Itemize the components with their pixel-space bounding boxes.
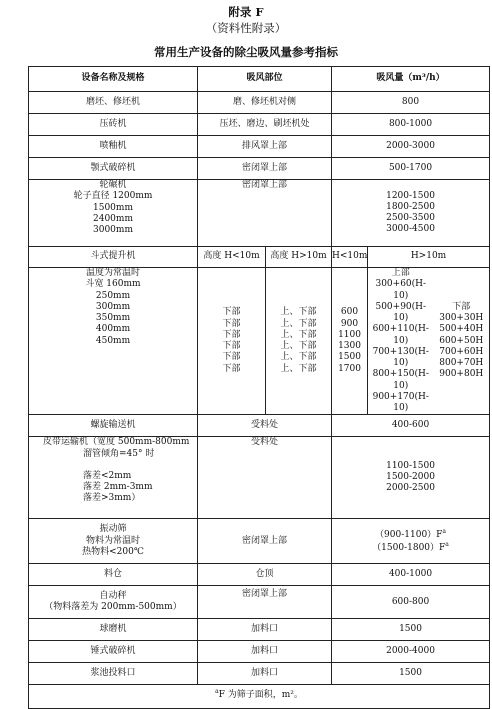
- volume-cell: 800-1000: [332, 114, 490, 136]
- volume-upper-values: [368, 268, 434, 415]
- volume-cell: 1500: [332, 619, 490, 641]
- table-row: [29, 519, 490, 564]
- position-cell: 仓顶: [198, 564, 332, 586]
- position-cell: 加料口: [198, 619, 332, 641]
- volume-line: [332, 541, 489, 554]
- position-cell: 受料处: [198, 415, 332, 437]
- header-volume: 吸风量（m³/h）: [332, 67, 490, 92]
- header-equipment: 设备名称及规格: [29, 67, 198, 92]
- equipment-cell: 压砖机: [29, 114, 198, 136]
- equipment-line: 斗宽 160mm: [85, 279, 141, 290]
- volume-cell: [332, 437, 490, 519]
- equipment-line: 皮带运输机（宽度 500mm-800mm: [43, 437, 190, 448]
- footnote-ref: a: [445, 541, 449, 549]
- equipment-line: 3000mm: [93, 225, 133, 235]
- volume-line: 500+90(H-10): [375, 301, 427, 323]
- volume-line: 1700: [338, 363, 361, 374]
- volume-line: 1800-2500: [386, 201, 435, 212]
- table-row: [29, 180, 490, 247]
- equipment-line: 振动筛: [99, 524, 127, 535]
- volume-line: [332, 528, 489, 541]
- volume-text: （900-1100）F: [375, 530, 443, 540]
- volume-cell: 1500: [332, 663, 490, 685]
- table-row: [29, 136, 490, 158]
- volume-line: 1300: [338, 341, 361, 352]
- position-cell: 密闭罩上部: [198, 180, 332, 247]
- position-line: 下部: [222, 341, 241, 352]
- position-line: 上、下部: [280, 307, 317, 318]
- position-sub-b-values: [266, 268, 332, 415]
- equipment-line: 1500mm: [93, 202, 133, 213]
- volume-sub-b: H>10m: [368, 247, 490, 268]
- equipment-line: 热物料<200℃: [82, 546, 144, 557]
- position-line: 下部: [222, 352, 241, 363]
- volume-line: 800+70H: [439, 358, 484, 368]
- table-row: [29, 586, 490, 619]
- appendix-subtitle: （资料性附录）: [205, 21, 287, 35]
- volume-line: 600+50H: [439, 335, 484, 346]
- position-cell: 密闭罩上部: [198, 158, 332, 180]
- volume-cell: 400-1000: [332, 564, 490, 586]
- equipment-line: 300mm: [95, 301, 131, 312]
- volume-line: 500+40H: [439, 324, 484, 335]
- equipment-line: 轮碾机: [99, 180, 127, 190]
- table-row: [29, 92, 490, 114]
- volume-line: 3000-4500: [386, 224, 435, 235]
- position-cell: 密闭罩上部: [198, 519, 332, 564]
- table-header-row: [29, 67, 490, 92]
- volume-line: 300+30H: [439, 313, 484, 323]
- equipment-cell: 磨坯、修坯机: [29, 92, 198, 114]
- volume-sub-a: H<10m: [332, 247, 368, 268]
- volume-cell: 500-1700: [332, 158, 490, 180]
- position-line: 上、下部: [280, 329, 317, 340]
- table-row: [29, 619, 490, 641]
- volume-text: （1500-1800）F: [372, 543, 446, 554]
- footnote-ref: a: [442, 528, 446, 535]
- position-cell: 加料口: [198, 663, 332, 685]
- equipment-cell: 球磨机: [29, 619, 198, 641]
- volume-cell: [332, 180, 490, 247]
- equipment-cell: 喷釉机: [29, 136, 198, 158]
- volume-line: 800+150(H-10): [372, 369, 429, 391]
- position-line: 上、下部: [280, 341, 317, 352]
- table-row: [29, 114, 490, 136]
- position-cell: 磨、修坯机对侧: [198, 92, 332, 114]
- volume-upper-header: 上部: [391, 268, 410, 278]
- position-sub-b: 高度 H>10m: [266, 247, 332, 268]
- header-position: 吸风部位: [198, 67, 332, 92]
- table-row: [29, 415, 490, 437]
- volume-line: 1100-1500: [386, 460, 435, 471]
- equipment-cell: 斗式提升机: [29, 247, 198, 268]
- equipment-cell: 螺旋输送机: [29, 415, 198, 437]
- appendix-title: 附录 F: [228, 5, 264, 19]
- position-line: 上、下部: [280, 352, 317, 363]
- table-row: [29, 158, 490, 180]
- footnote-text: F 为筛子面积，m²。: [218, 690, 303, 701]
- position-line: 下部: [222, 329, 241, 340]
- position-cell: 加料口: [198, 641, 332, 663]
- equipment-cell: [29, 437, 198, 519]
- volume-line: 2500-3500: [386, 213, 435, 223]
- equipment-line: （物料落差为 200mm-500mm）: [44, 602, 182, 613]
- volume-line: 900+170(H-10): [372, 391, 429, 413]
- position-line: 下部: [222, 318, 241, 329]
- table-row: [29, 247, 490, 268]
- volume-lower-values: [434, 268, 490, 415]
- volume-line: 1200-1500: [386, 190, 435, 201]
- table-row: [29, 663, 490, 685]
- volume-cell: 800: [332, 92, 490, 114]
- volume-cell: 2000-4000: [332, 641, 490, 663]
- equipment-cell: 锤式破碎机: [29, 641, 198, 663]
- volume-cell: 600-800: [332, 586, 490, 619]
- equipment-line: 落差 2mm-3mm: [83, 482, 153, 492]
- equipment-line: 溜管倾角=45° 时: [83, 448, 155, 459]
- equipment-line: 落差>3mm）: [83, 493, 141, 504]
- volume-cell: 2000-3000: [332, 136, 490, 158]
- table-row: [29, 641, 490, 663]
- equipment-line: 温度为常温时: [85, 268, 140, 278]
- equipment-cell: [29, 519, 198, 564]
- equipment-cell: 浆池投料口: [29, 663, 198, 685]
- table-row: [29, 564, 490, 586]
- equipment-cell: [29, 586, 198, 619]
- equipment-line: 轮子直径 1200mm: [73, 191, 153, 202]
- volume-line: 700+60H: [439, 346, 484, 357]
- position-cell: 受料处: [198, 437, 332, 519]
- position-line: 下部: [222, 363, 241, 374]
- equipment-line: 物料为常温时: [85, 535, 140, 546]
- equipment-line: [43, 460, 197, 471]
- position-line: 上、下部: [280, 363, 317, 374]
- equipment-line: 400mm: [95, 324, 131, 335]
- equipment-cell: 颚式破碎机: [29, 158, 198, 180]
- equipment-line: 自动秤: [99, 591, 127, 601]
- volume-line: 600: [340, 307, 359, 318]
- table-title: 常用生产设备的除尘吸风量参考指标: [154, 45, 338, 59]
- volume-line: 1500-2000: [386, 472, 435, 483]
- position-sub-a: 高度 H<10m: [198, 247, 266, 268]
- equipment-line: 350mm: [95, 313, 131, 323]
- equipment-line: 2400mm: [93, 213, 133, 224]
- volume-cell: 400-600: [332, 415, 490, 437]
- equipment-cell: [29, 268, 198, 415]
- footnote-marker: a: [215, 688, 219, 696]
- volume-line: 2000-2500: [386, 483, 435, 494]
- equipment-line: 250mm: [95, 290, 131, 301]
- volume-line: 900: [340, 318, 359, 329]
- volume-line: 1500: [338, 352, 361, 363]
- position-sub-a-values: [198, 268, 266, 415]
- volume-line: 1100: [338, 329, 361, 340]
- table-row: [29, 437, 490, 519]
- air-volume-table: [28, 66, 490, 709]
- volume-line: 700+130(H-10): [372, 346, 429, 368]
- position-line: 上、下部: [280, 318, 317, 329]
- volume-line: 900+80H: [439, 369, 484, 380]
- table-row: [29, 268, 490, 415]
- volume-cell: [332, 519, 490, 564]
- position-cell: 密闭罩上部: [198, 586, 332, 619]
- position-line: 下部: [222, 307, 241, 318]
- volume-line: 600+110(H-10): [372, 324, 429, 346]
- volume-sub-a-values: [332, 268, 368, 415]
- equipment-line: 落差<2mm: [83, 470, 132, 481]
- footnote-row: [29, 685, 490, 709]
- equipment-line: 450mm: [95, 335, 131, 346]
- volume-lower-header: 下部: [452, 301, 471, 312]
- footnote: [29, 685, 490, 709]
- volume-line: 300+60(H-10): [375, 279, 427, 301]
- position-cell: 压坯、磨边、刷坯机处: [198, 114, 332, 136]
- equipment-cell: 料仓: [29, 564, 198, 586]
- equipment-cell: [29, 180, 198, 247]
- position-cell: 排风罩上部: [198, 136, 332, 158]
